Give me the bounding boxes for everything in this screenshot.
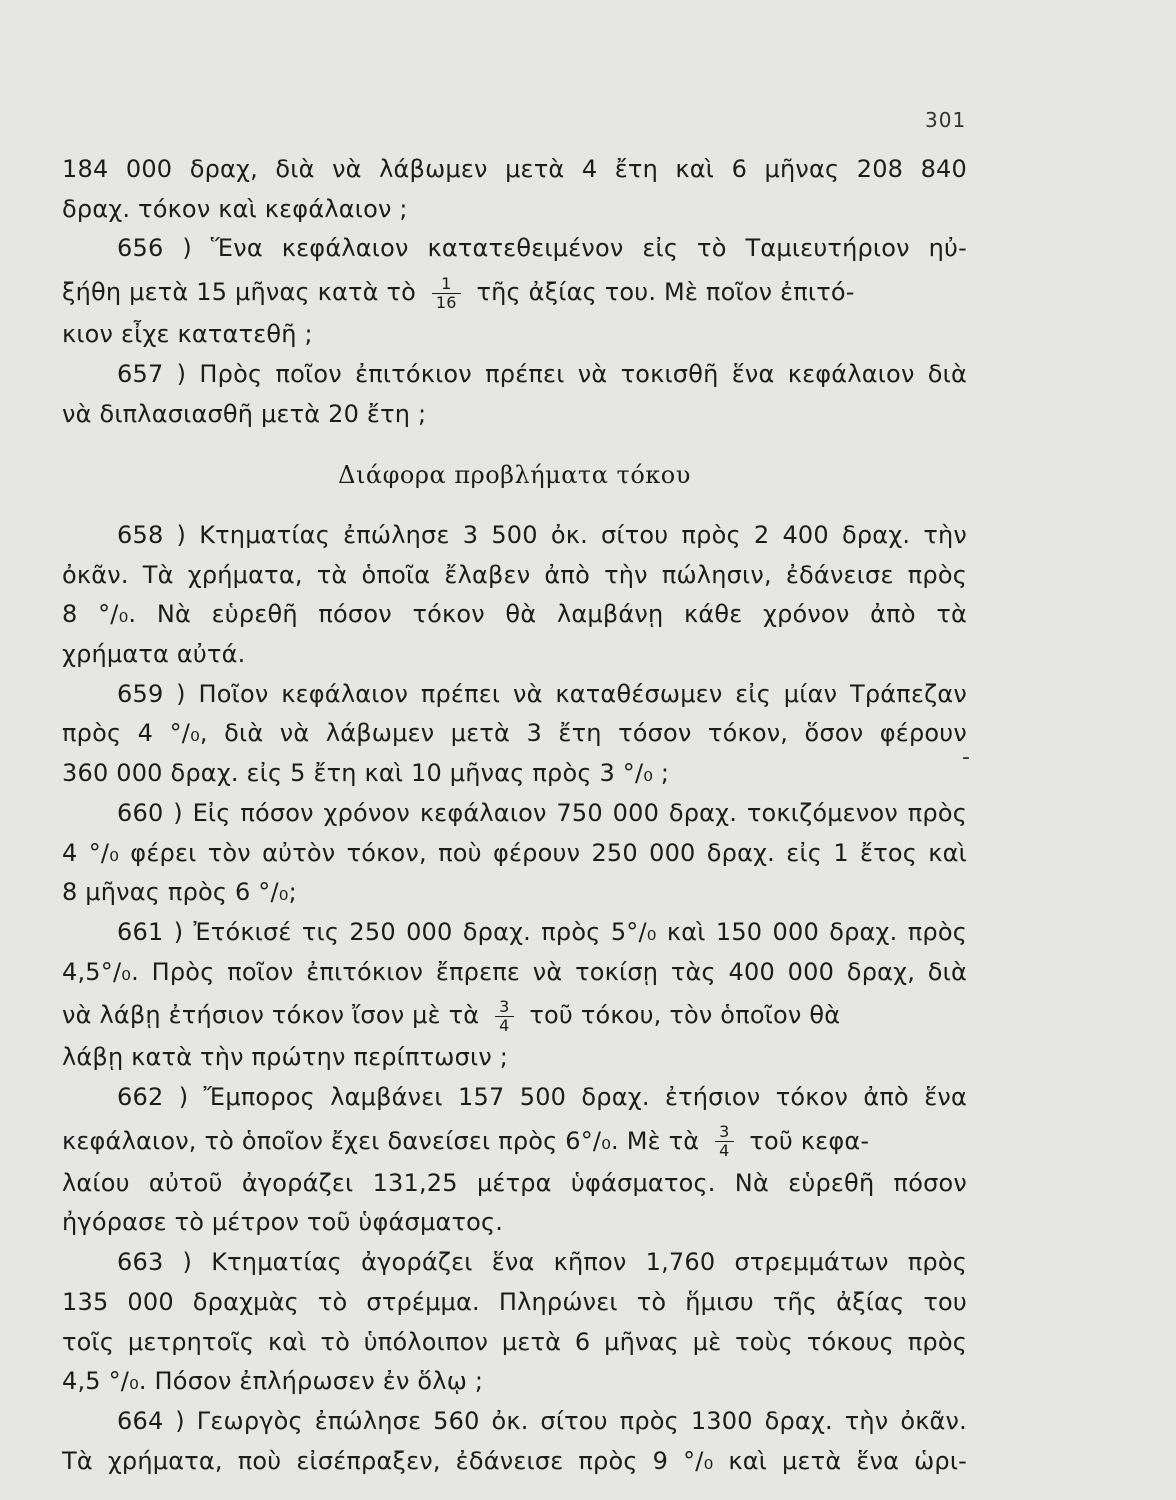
text-line: Τὰ χρήματα, ποὺ εἰσέπραξεν, ἐδάνεισε πρὸς 9 °/₀ καὶ μετὰ ἕνα ὡρι- <box>62 1446 967 1475</box>
fraction <box>495 998 513 1035</box>
fraction-numerator: 1 <box>441 273 452 293</box>
text-line-fraction <box>62 1118 967 1164</box>
text-segment: ξήθη μετὰ 15 μῆνας κατὰ τὸ <box>62 278 417 307</box>
text-line: 4 °/₀ φέρει τὸν αὐτὸν τόκον, ποὺ φέρουν 250 000 δραχ. εἰς 1 ἔτος καὶ <box>62 838 967 867</box>
text-line-fraction <box>62 992 967 1038</box>
text-line: 135 000 δραχμὰς τὸ στρέμμα. Πληρώνει τὸ ἥμισυ τῆς ἀξίας του <box>62 1287 967 1316</box>
text-segment: τοῦ κεφα- <box>749 1126 870 1155</box>
text-segment: τῆς ἀξίας του. Μὲ ποῖον ἐπιτό- <box>476 278 855 307</box>
problem-658: 658 ) Κτηματίας ἐπώλησε 3 500 ὀκ. σίτου πρὸς 2 400 δραχ. τὴν <box>117 520 967 549</box>
fraction-numerator: 3 <box>719 1122 730 1142</box>
text-line-fraction <box>62 269 967 315</box>
fraction-denominator: 16 <box>432 293 461 312</box>
text-line: ὀκᾶν. Τὰ χρήματα, τὰ ὁποῖα ἔλαβεν ἀπὸ τὴν πώλησιν, ἐδάνεισε πρὸς <box>62 560 967 589</box>
problem-660: 660 ) Εἰς πόσον χρόνον κεφάλαιον 750 000 δραχ. τοκιζόμενον πρὸς <box>117 798 967 827</box>
text-line: 8 °/₀. Νὰ εὑρεθῆ πόσον τόκον θὰ λαμβάνῃ κάθε χρόνον ἀπὸ τὰ <box>62 600 967 629</box>
fraction-denominator: 4 <box>715 1141 733 1160</box>
problem-664: 664 ) Γεωργὸς ἐπώλησε 560 ὀκ. σίτου πρὸς 1300 δραχ. τὴν ὀκᾶν. <box>117 1406 967 1435</box>
text-line: λάβῃ κατὰ τὴν πρώτην περίπτωσιν ; <box>62 1043 509 1072</box>
page-number: 301 <box>925 108 967 132</box>
fraction <box>715 1123 733 1160</box>
text-line: 4,5°/₀. Πρὸς ποῖον ἐπιτόκιον ἔπρεπε νὰ τοκίσῃ τὰς 400 000 δραχ, διὰ <box>62 957 967 986</box>
text-line: τοῖς μετρητοῖς καὶ τὸ ὑπόλοιπον μετὰ 6 μῆνας μὲ τοὺς τόκους πρὸς <box>62 1327 967 1356</box>
text-line: χρήματα αὐτά. <box>62 640 246 669</box>
text-line: δραχ. τόκον καὶ κεφάλαιον ; <box>62 194 408 223</box>
problem-663: 663 ) Κτηματίας ἀγοράζει ἕνα κῆπον 1,760 στρεμμάτων πρὸς <box>117 1248 967 1277</box>
page-text <box>62 150 967 1481</box>
fraction <box>432 275 461 312</box>
text-line: 8 μῆνας πρὸς 6 °/₀; <box>62 878 297 907</box>
fraction-denominator: 4 <box>495 1016 513 1035</box>
text-line: ἠγόρασε τὸ μέτρον τοῦ ὑφάσματος. <box>62 1208 504 1237</box>
text-segment: νὰ λάβῃ ἐτήσιον τόκον ἴσον μὲ τὰ <box>62 1001 480 1030</box>
stray-mark: - <box>962 745 970 770</box>
text-line: πρὸς 4 °/₀, διὰ νὰ λάβωμεν μετὰ 3 ἔτη τόσον τόκον, ὅσον φέρουν <box>62 719 967 748</box>
text-line: κιον εἶχε κατατεθῆ ; <box>62 320 313 349</box>
text-line: 4,5 °/₀. Πόσον ἐπλήρωσεν ἐν ὅλῳ ; <box>62 1367 484 1396</box>
problem-657: 657 ) Πρὸς ποῖον ἐπιτόκιον πρέπει νὰ τοκισθῆ ἕνα κεφάλαιον διὰ <box>117 359 967 388</box>
text-line: 360 000 δραχ. εἰς 5 ἔτη καὶ 10 μῆνας πρὸς 3 °/₀ ; <box>62 759 670 788</box>
text-segment: τοῦ τόκου, τὸν ὁποῖον θὰ <box>529 1001 841 1030</box>
text-line: λαίου αὐτοῦ ἀγοράζει 131,25 μέτρα ὑφάσματος. Νὰ εὑρεθῆ πόσον <box>62 1168 967 1197</box>
text-line: νὰ διπλασιασθῆ μετὰ 20 ἔτη ; <box>62 399 427 428</box>
section-title: Διάφορα προβλήματα τόκου <box>338 461 691 490</box>
text-line: 184 000 δραχ, διὰ νὰ λάβωμεν μετὰ 4 ἔτη καὶ 6 μῆνας 208 840 <box>62 155 967 183</box>
problem-662: 662 ) Ἔμπορος λαμβάνει 157 500 δραχ. ἐτήσιον τόκον ἀπὸ ἕνα <box>117 1083 967 1112</box>
fraction-numerator: 3 <box>499 996 510 1016</box>
text-segment: κεφάλαιον, τὸ ὁποῖον ἔχει δανείσει πρὸς 6°/₀. Μὲ τὰ <box>62 1126 700 1155</box>
problem-659: 659 ) Ποῖον κεφάλαιον πρέπει νὰ καταθέσωμεν εἰς μίαν Τράπεζαν <box>117 679 967 708</box>
problem-661: 661 ) Ἐτόκισέ τις 250 000 δραχ. πρὸς 5°/₀ καὶ 150 000 δραχ. πρὸς <box>117 917 967 946</box>
problem-656: 656 ) Ἕνα κεφάλαιον κατατεθειμένον εἰς τὸ Ταμιευτήριον ηὐ- <box>117 234 967 263</box>
